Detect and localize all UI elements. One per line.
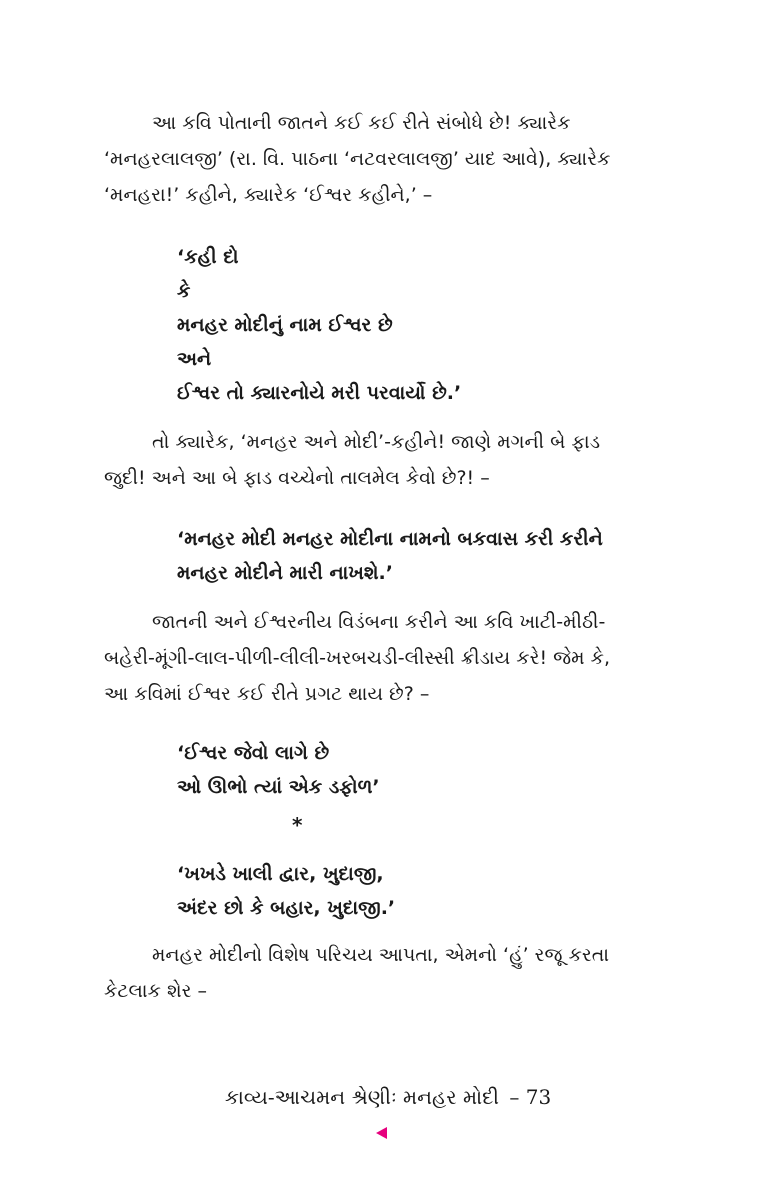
series-title: કાવ્ય-આચમન શ્રેણીઃ મનહર મોદી (224, 1085, 499, 1109)
text-line: જાતની અને ઈશ્વરનીય વિડંબના કરીને આ કવિ ખાટી-મીઠી- (152, 611, 606, 633)
text-line: તો ક્યારેક, ‘મનહર અને મોદી’-કહીને! જાણે મગની બે ફાડ (152, 431, 601, 453)
quote-line: ‘ઈશ્વર જેવો લાગે છે (177, 742, 330, 764)
quote-4 (177, 857, 657, 925)
paragraph-3 (104, 604, 672, 712)
quote-line: મનહર મોદીનું નામ ઈશ્વર છે (177, 314, 393, 336)
paragraph-1 (104, 105, 672, 213)
page-number: 73 (525, 1085, 552, 1109)
paragraph-2 (104, 424, 672, 496)
quote-line: ‘મનહર મોદી મનહર મોદીના નામનો બકવાસ કરી કરીને (177, 528, 603, 550)
separator-asterisk: * (292, 813, 303, 837)
text-line: ‘મનહરા!’ કહીને, ક્યારેક ‘ઈશ્વર કહીને,’ – (104, 184, 433, 206)
quote-3 (177, 736, 657, 804)
text-line: મનહર મોદીનો વિશેષ પરિચય આપતા, એમનો ‘હું’ રજૂ કરતા (152, 944, 609, 966)
paragraph-4 (104, 937, 672, 1009)
text-line: આ કવિ પોતાની જાતને કઈ કઈ રીતે સંબોધે છે! ક્યારેક (152, 112, 571, 134)
quote-line: મનહર મોદીને મારી નાખશે.’ (177, 562, 393, 584)
page-footer (0, 1082, 776, 1112)
text-line: કેટલાક શેર – (104, 980, 207, 1002)
quote-line: ‘કહી દો (177, 246, 239, 268)
quote-line: અને (177, 348, 212, 370)
text-line: જુદી! અને આ બે ફાડ વચ્ચેનો તાલમેલ કેવો છે?! – (104, 467, 490, 489)
quote-line: કે (177, 280, 191, 302)
text-line: આ કવિમાં ઈશ્વર કઈ રીતે પ્રગટ થાય છે? – (104, 683, 430, 705)
quote-line: ઈશ્વર તો ક્યારનોયે મરી પરવાર્યો છે.’ (177, 382, 462, 404)
text-line: ‘મનહરલાલજી’ (રા. વિ. પાઠના ‘નટવરલાલજી’ યાદ આવે), ક્યારેક (104, 148, 611, 170)
quote-line: અંદર છો કે બહાર, ખુદાજી.’ (177, 897, 396, 919)
quote-line: ‘ખખડે ખાલી દ્વાર, ખુદાજી, (177, 863, 384, 885)
quote-line: ઓ ઊભો ત્યાં એક ડફોળ’ (177, 776, 380, 798)
footer-dash: – (509, 1085, 520, 1109)
quote-2 (177, 522, 657, 590)
triangle-left-icon[interactable] (376, 1127, 387, 1139)
quote-1 (177, 240, 657, 410)
text-line: બહેરી-મૂંગી-લાલ-પીળી-લીલી-ખરબચડી-લીસ્સી ક્રીડાય કરે! જેમ કે, (104, 647, 611, 669)
